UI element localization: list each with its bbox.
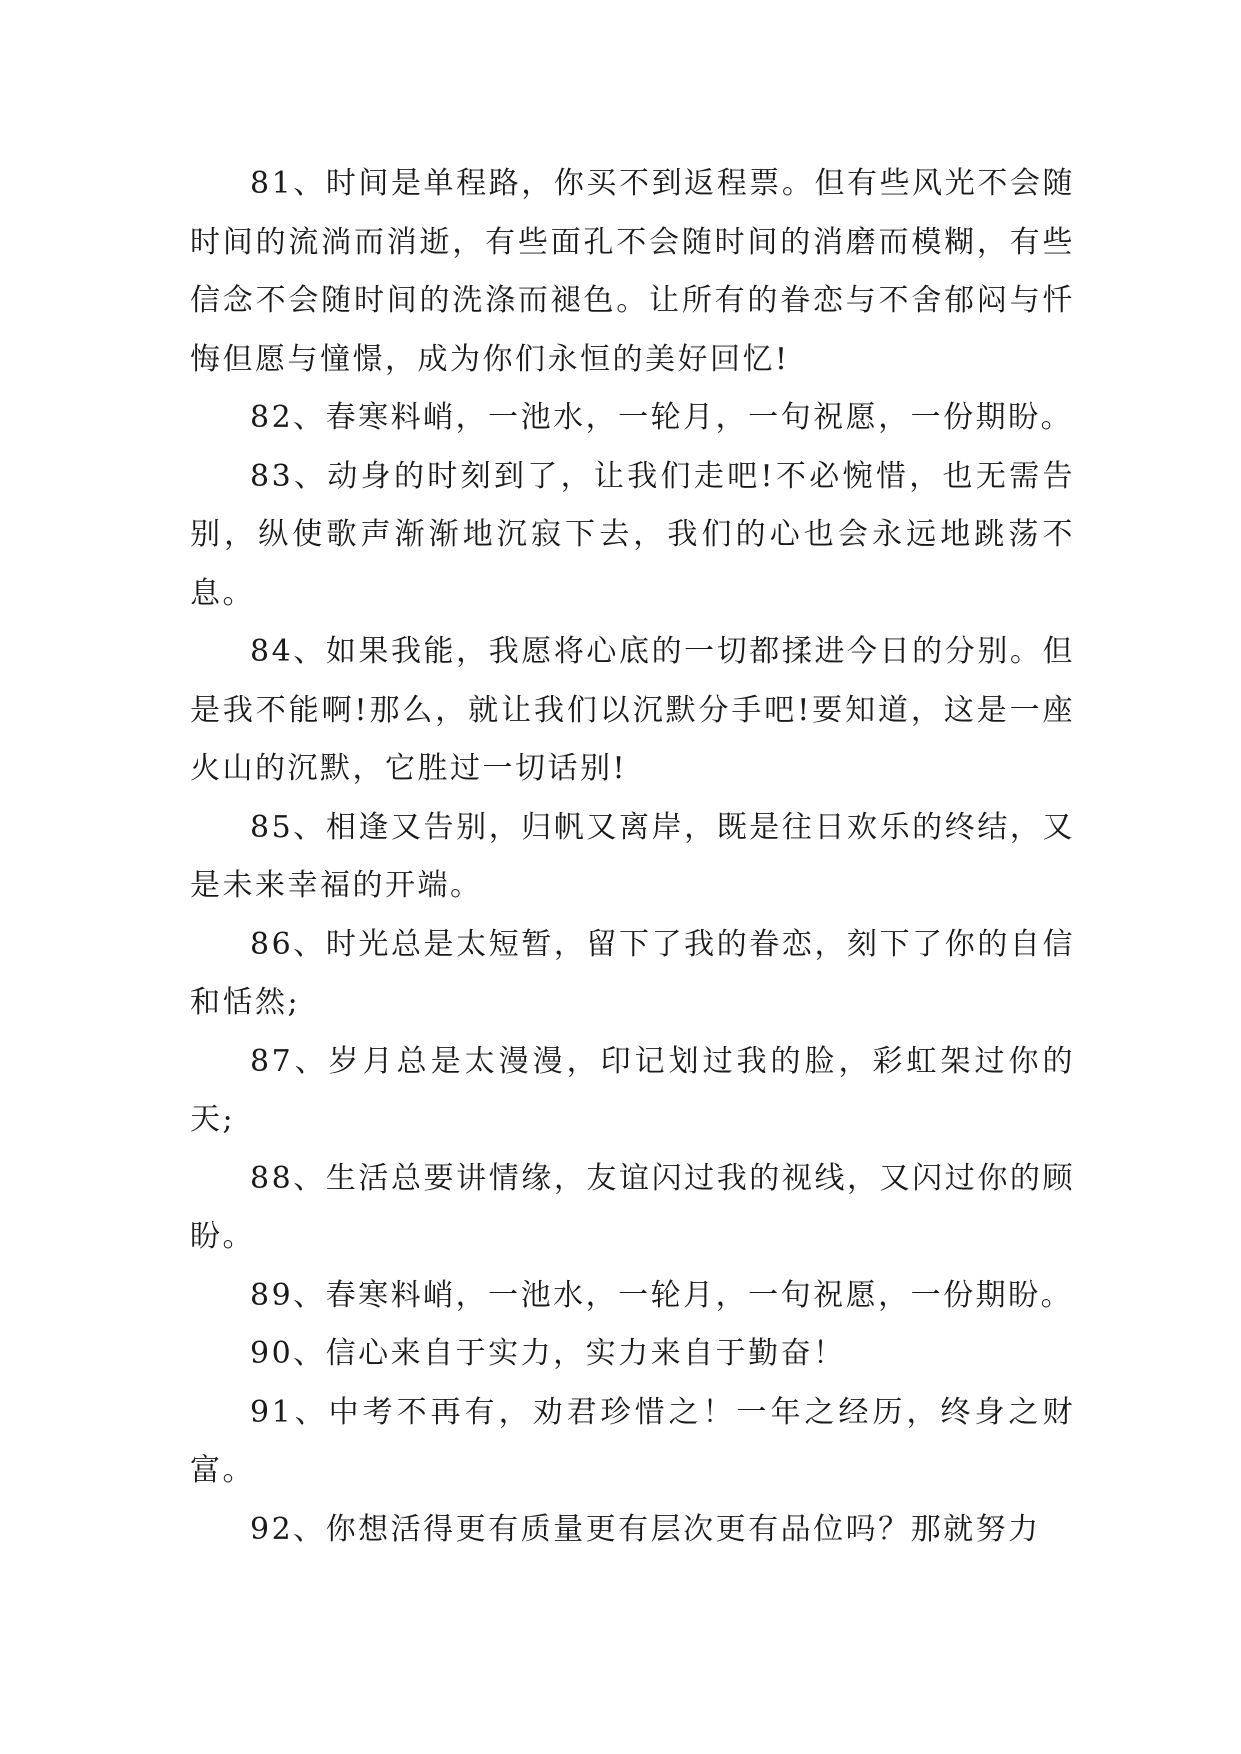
paragraph-87: 87、岁月总是太漫漫，印记划过我的脸，彩虹架过你的天; [190, 1043, 1075, 1137]
paragraph-89: 89、春寒料峭，一池水，一轮月，一句祝愿，一份期盼。 [250, 1277, 1074, 1313]
paragraph-83: 83、动身的时刻到了，让我们走吧!不必惋惜，也无需告别，纵使歌声渐渐地沉寂下去，我们的心也会永远地跳荡不息。 [190, 458, 1075, 611]
paragraph-92: 92、你想活得更有质量更有层次更有品位吗？那就努力 [250, 1511, 1041, 1547]
paragraph-85: 85、相逢又告别，归帆又离岸，既是往日欢乐的终结，又是未来幸福的开端。 [190, 809, 1075, 903]
document-body [190, 155, 1075, 1559]
paragraph-82: 82、春寒料峭，一池水，一轮月，一句祝愿，一份期盼。 [250, 400, 1074, 435]
paragraph-86: 86、时光总是太短暂，留下了我的眷恋，刻下了你的自信和恬然; [190, 926, 1075, 1020]
paragraph-90: 90、信心来自于实力，实力来自于勤奋！ [250, 1336, 846, 1371]
paragraph-84: 84、如果我能，我愿将心底的一切都揉进今日的分别。但是我不能啊!那么，就让我们以沉默分手吧!要知道，这是一座火山的沉默，它胜过一切话别! [190, 634, 1075, 786]
paragraph-81: 81、时间是单程路，你买不到返程票。但有些风光不会随时间的流淌而消逝，有些面孔不会随时间的消磨而模糊，有些信念不会随时间的洗涤而褪色。让所有的眷恋与不舍郁闷与忏悔但愿与憧憬，成为你们永恒的美好回忆! [190, 166, 1075, 377]
paragraph-88: 88、生活总要讲情缘，友谊闪过我的视线，又闪过你的顾盼。 [190, 1160, 1075, 1254]
paragraph-91: 91、中考不再有，劝君珍惜之！一年之经历，终身之财富。 [190, 1394, 1075, 1488]
